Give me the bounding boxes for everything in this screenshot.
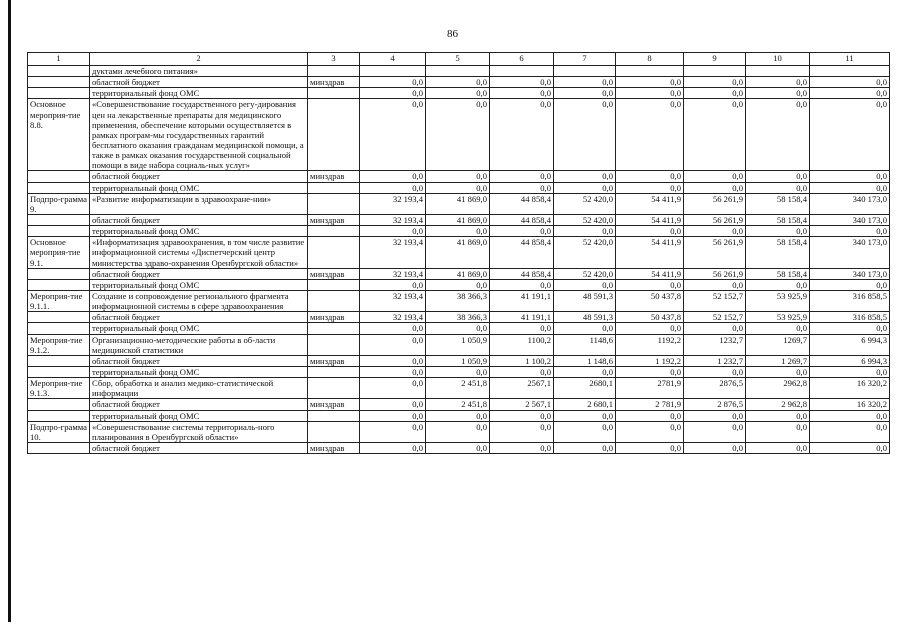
executor-cell xyxy=(308,366,360,377)
amount-cell: 0,0 xyxy=(810,421,890,442)
amount-cell: 0,0 xyxy=(360,410,426,421)
amount-cell: 0,0 xyxy=(554,88,616,99)
amount-cell: 0,0 xyxy=(360,355,426,366)
column-header: 11 xyxy=(810,53,890,66)
item-code-cell: Мероприя-тие 9.1.2. xyxy=(28,334,90,355)
executor-cell xyxy=(308,421,360,442)
amount-cell: 1269,7 xyxy=(746,334,810,355)
amount-cell: 0,0 xyxy=(746,171,810,182)
amount-cell: 0,0 xyxy=(490,77,554,88)
amount-cell: 1 232,7 xyxy=(684,355,746,366)
amount-cell: 0,0 xyxy=(616,442,684,453)
item-code-cell xyxy=(28,312,90,323)
item-name-cell: дуктами лечебного питания» xyxy=(90,66,308,77)
amount-cell: 1 050,9 xyxy=(426,355,490,366)
amount-cell: 0,0 xyxy=(616,323,684,334)
amount-cell: 340 173,0 xyxy=(810,214,890,225)
amount-cell: 0,0 xyxy=(810,171,890,182)
amount-cell: 0,0 xyxy=(616,226,684,237)
item-code-cell xyxy=(28,171,90,182)
amount-cell: 0,0 xyxy=(554,421,616,442)
table-row xyxy=(28,399,890,410)
amount-cell: 0,0 xyxy=(360,99,426,171)
amount-cell: 44 858,4 xyxy=(490,193,554,214)
amount-cell: 44 858,4 xyxy=(490,237,554,268)
amount-cell: 0,0 xyxy=(810,77,890,88)
amount-cell: 0,0 xyxy=(810,88,890,99)
amount-cell: 0,0 xyxy=(746,77,810,88)
executor-cell: минздрав xyxy=(308,312,360,323)
executor-cell: минздрав xyxy=(308,214,360,225)
amount-cell: 56 261,9 xyxy=(684,214,746,225)
amount-cell: 32 193,4 xyxy=(360,268,426,279)
item-name-cell: областной бюджет xyxy=(90,268,308,279)
amount-cell xyxy=(426,66,490,77)
amount-cell: 0,0 xyxy=(360,421,426,442)
column-header: 6 xyxy=(490,53,554,66)
amount-cell: 1 192,2 xyxy=(616,355,684,366)
item-code-cell xyxy=(28,77,90,88)
executor-cell xyxy=(308,237,360,268)
amount-cell: 2 680,1 xyxy=(554,399,616,410)
amount-cell: 0,0 xyxy=(810,442,890,453)
table-row xyxy=(28,355,890,366)
amount-cell: 32 193,4 xyxy=(360,193,426,214)
amount-cell: 0,0 xyxy=(684,366,746,377)
amount-cell: 0,0 xyxy=(490,279,554,290)
amount-cell: 41 869,0 xyxy=(426,214,490,225)
table-row xyxy=(28,268,890,279)
amount-cell: 0,0 xyxy=(684,88,746,99)
amount-cell: 0,0 xyxy=(554,99,616,171)
amount-cell: 58 158,4 xyxy=(746,214,810,225)
amount-cell: 0,0 xyxy=(426,171,490,182)
executor-cell: минздрав xyxy=(308,355,360,366)
amount-cell: 52 420,0 xyxy=(554,193,616,214)
amount-cell: 0,0 xyxy=(684,182,746,193)
amount-cell: 1 148,6 xyxy=(554,355,616,366)
amount-cell: 0,0 xyxy=(426,99,490,171)
amount-cell: 0,0 xyxy=(490,99,554,171)
amount-cell: 44 858,4 xyxy=(490,268,554,279)
table-row xyxy=(28,237,890,268)
item-code-cell: Мероприя-тие 9.1.3. xyxy=(28,378,90,399)
amount-cell: 0,0 xyxy=(616,421,684,442)
executor-cell xyxy=(308,334,360,355)
amount-cell: 0,0 xyxy=(360,323,426,334)
amount-cell: 0,0 xyxy=(360,226,426,237)
table-row xyxy=(28,366,890,377)
amount-cell: 0,0 xyxy=(360,77,426,88)
table-row xyxy=(28,442,890,453)
table-row xyxy=(28,279,890,290)
amount-cell: 54 411,9 xyxy=(616,268,684,279)
amount-cell: 0,0 xyxy=(746,279,810,290)
amount-cell: 1100,2 xyxy=(490,334,554,355)
amount-cell: 1232,7 xyxy=(684,334,746,355)
item-name-cell: территориальный фонд ОМС xyxy=(90,182,308,193)
item-name-cell: областной бюджет xyxy=(90,171,308,182)
executor-cell xyxy=(308,226,360,237)
amount-cell: 0,0 xyxy=(684,323,746,334)
amount-cell: 6 994,3 xyxy=(810,355,890,366)
amount-cell: 2680,1 xyxy=(554,378,616,399)
amount-cell: 0,0 xyxy=(360,442,426,453)
amount-cell: 0,0 xyxy=(554,77,616,88)
executor-cell xyxy=(308,182,360,193)
amount-cell: 0,0 xyxy=(360,182,426,193)
table-row xyxy=(28,312,890,323)
table-row xyxy=(28,214,890,225)
table-row xyxy=(28,290,890,311)
amount-cell: 0,0 xyxy=(360,399,426,410)
amount-cell: 0,0 xyxy=(426,279,490,290)
amount-cell: 32 193,4 xyxy=(360,290,426,311)
amount-cell: 0,0 xyxy=(554,182,616,193)
amount-cell: 0,0 xyxy=(490,226,554,237)
amount-cell: 316 858,5 xyxy=(810,312,890,323)
amount-cell: 54 411,9 xyxy=(616,237,684,268)
amount-cell: 58 158,4 xyxy=(746,193,810,214)
amount-cell: 2 451,8 xyxy=(426,378,490,399)
item-name-cell: территориальный фонд ОМС xyxy=(90,226,308,237)
column-header: 10 xyxy=(746,53,810,66)
item-code-cell xyxy=(28,399,90,410)
amount-cell: 0,0 xyxy=(746,366,810,377)
item-code-cell: Основное мероприя-тие 9.1. xyxy=(28,237,90,268)
amount-cell: 32 193,4 xyxy=(360,312,426,323)
amount-cell: 0,0 xyxy=(684,226,746,237)
amount-cell: 0,0 xyxy=(554,279,616,290)
amount-cell: 0,0 xyxy=(746,323,810,334)
amount-cell: 52 420,0 xyxy=(554,268,616,279)
amount-cell: 0,0 xyxy=(684,279,746,290)
item-code-cell xyxy=(28,366,90,377)
item-code-cell xyxy=(28,66,90,77)
amount-cell: 2 876,5 xyxy=(684,399,746,410)
table-row xyxy=(28,99,890,171)
amount-cell xyxy=(616,66,684,77)
column-number-row xyxy=(28,53,890,66)
amount-cell: 0,0 xyxy=(554,410,616,421)
amount-cell xyxy=(360,66,426,77)
amount-cell: 340 173,0 xyxy=(810,237,890,268)
amount-cell: 0,0 xyxy=(490,323,554,334)
amount-cell: 0,0 xyxy=(360,171,426,182)
item-name-cell: областной бюджет xyxy=(90,77,308,88)
item-name-cell: территориальный фонд ОМС xyxy=(90,410,308,421)
amount-cell: 32 193,4 xyxy=(360,237,426,268)
item-name-cell: территориальный фонд ОМС xyxy=(90,88,308,99)
amount-cell xyxy=(746,66,810,77)
item-code-cell xyxy=(28,323,90,334)
amount-cell: 0,0 xyxy=(426,226,490,237)
amount-cell: 0,0 xyxy=(426,421,490,442)
amount-cell: 0,0 xyxy=(554,171,616,182)
amount-cell: 0,0 xyxy=(360,88,426,99)
amount-cell: 50 437,8 xyxy=(616,312,684,323)
item-name-cell: областной бюджет xyxy=(90,355,308,366)
amount-cell: 0,0 xyxy=(554,366,616,377)
amount-cell: 0,0 xyxy=(426,366,490,377)
amount-cell: 0,0 xyxy=(810,279,890,290)
amount-cell: 41 869,0 xyxy=(426,193,490,214)
amount-cell: 0,0 xyxy=(810,323,890,334)
amount-cell: 58 158,4 xyxy=(746,268,810,279)
amount-cell: 0,0 xyxy=(684,442,746,453)
amount-cell: 0,0 xyxy=(810,410,890,421)
item-name-cell: Организационно-методические работы в об-ласти медицинской статистики xyxy=(90,334,308,355)
amount-cell: 2 962,8 xyxy=(746,399,810,410)
amount-cell: 0,0 xyxy=(616,88,684,99)
amount-cell: 1 100,2 xyxy=(490,355,554,366)
item-name-cell: территориальный фонд ОМС xyxy=(90,323,308,334)
amount-cell: 6 994,3 xyxy=(810,334,890,355)
amount-cell: 0,0 xyxy=(616,171,684,182)
amount-cell: 58 158,4 xyxy=(746,237,810,268)
item-name-cell: «Развитие информатизации в здравоохране-нии» xyxy=(90,193,308,214)
item-name-cell: областной бюджет xyxy=(90,399,308,410)
amount-cell: 52 152,7 xyxy=(684,312,746,323)
amount-cell: 0,0 xyxy=(426,77,490,88)
executor-cell xyxy=(308,88,360,99)
table-row xyxy=(28,182,890,193)
item-name-cell: «Совершенствование государственного регу-дирования цен на лекарственные препараты для медицинского применения, обеспечение которыми осуществляется в рамках програм-мы государственных гарантий бесплатного оказания гражданам медицинской помощи, а также в рамках оказания государственной социальной помощи в виде набора социаль-ных услуг» xyxy=(90,99,308,171)
item-code-cell: Подпро-грамма 10. xyxy=(28,421,90,442)
amount-cell: 0,0 xyxy=(684,77,746,88)
table-row xyxy=(28,410,890,421)
amount-cell: 0,0 xyxy=(554,226,616,237)
amount-cell: 56 261,9 xyxy=(684,268,746,279)
item-name-cell: Сбор, обработка и анализ медико-статистической информации xyxy=(90,378,308,399)
amount-cell: 0,0 xyxy=(490,410,554,421)
table-row xyxy=(28,323,890,334)
table-row xyxy=(28,378,890,399)
amount-cell: 0,0 xyxy=(360,334,426,355)
amount-cell: 38 366,3 xyxy=(426,312,490,323)
amount-cell: 0,0 xyxy=(554,323,616,334)
amount-cell: 16 320,2 xyxy=(810,399,890,410)
executor-cell xyxy=(308,279,360,290)
column-header: 2 xyxy=(90,53,308,66)
amount-cell: 52 420,0 xyxy=(554,214,616,225)
amount-cell: 52 420,0 xyxy=(554,237,616,268)
executor-cell xyxy=(308,323,360,334)
item-name-cell: «Совершенствование системы территориаль-ного планирования в Оренбургской области» xyxy=(90,421,308,442)
amount-cell: 0,0 xyxy=(490,182,554,193)
item-name-cell: областной бюджет xyxy=(90,312,308,323)
amount-cell: 0,0 xyxy=(746,226,810,237)
table-row xyxy=(28,193,890,214)
amount-cell: 0,0 xyxy=(616,279,684,290)
item-code-cell xyxy=(28,279,90,290)
amount-cell: 1 269,7 xyxy=(746,355,810,366)
column-header: 9 xyxy=(684,53,746,66)
amount-cell xyxy=(490,66,554,77)
executor-cell xyxy=(308,99,360,171)
column-header: 1 xyxy=(28,53,90,66)
item-code-cell xyxy=(28,182,90,193)
amount-cell: 0,0 xyxy=(554,442,616,453)
amount-cell: 340 173,0 xyxy=(810,268,890,279)
amount-cell: 0,0 xyxy=(490,88,554,99)
amount-cell: 54 411,9 xyxy=(616,193,684,214)
amount-cell: 16 320,2 xyxy=(810,378,890,399)
amount-cell: 0,0 xyxy=(490,366,554,377)
amount-cell: 2 567,1 xyxy=(490,399,554,410)
table-row xyxy=(28,88,890,99)
amount-cell: 0,0 xyxy=(684,171,746,182)
amount-cell: 0,0 xyxy=(490,442,554,453)
amount-cell: 0,0 xyxy=(810,182,890,193)
item-code-cell xyxy=(28,355,90,366)
item-code-cell: Подпро-грамма 9. xyxy=(28,193,90,214)
amount-cell: 2876,5 xyxy=(684,378,746,399)
executor-cell xyxy=(308,378,360,399)
item-name-cell: областной бюджет xyxy=(90,442,308,453)
amount-cell: 0,0 xyxy=(616,410,684,421)
column-header: 7 xyxy=(554,53,616,66)
amount-cell: 1192,2 xyxy=(616,334,684,355)
amount-cell: 48 591,3 xyxy=(554,290,616,311)
amount-cell: 0,0 xyxy=(426,182,490,193)
amount-cell: 56 261,9 xyxy=(684,193,746,214)
amount-cell: 0,0 xyxy=(746,442,810,453)
amount-cell: 2962,8 xyxy=(746,378,810,399)
amount-cell: 0,0 xyxy=(426,442,490,453)
amount-cell: 38 366,3 xyxy=(426,290,490,311)
executor-cell xyxy=(308,410,360,421)
item-code-cell xyxy=(28,442,90,453)
item-name-cell: Создание и сопровождение регионального фрагмента информационной системы в сфере здравоохранения xyxy=(90,290,308,311)
amount-cell: 0,0 xyxy=(616,366,684,377)
amount-cell: 0,0 xyxy=(746,182,810,193)
executor-cell: минздрав xyxy=(308,399,360,410)
amount-cell: 0,0 xyxy=(360,279,426,290)
amount-cell: 41 191,1 xyxy=(490,312,554,323)
amount-cell: 0,0 xyxy=(426,88,490,99)
amount-cell: 0,0 xyxy=(810,99,890,171)
amount-cell: 0,0 xyxy=(616,182,684,193)
item-name-cell: территориальный фонд ОМС xyxy=(90,366,308,377)
amount-cell: 52 152,7 xyxy=(684,290,746,311)
amount-cell: 2781,9 xyxy=(616,378,684,399)
amount-cell: 53 925,9 xyxy=(746,312,810,323)
amount-cell xyxy=(810,66,890,77)
amount-cell: 50 437,8 xyxy=(616,290,684,311)
amount-cell: 0,0 xyxy=(810,226,890,237)
amount-cell xyxy=(554,66,616,77)
executor-cell: минздрав xyxy=(308,171,360,182)
amount-cell: 1148,6 xyxy=(554,334,616,355)
budget-table xyxy=(27,52,890,454)
amount-cell: 32 193,4 xyxy=(360,214,426,225)
item-name-cell: областной бюджет xyxy=(90,214,308,225)
amount-cell: 0,0 xyxy=(746,421,810,442)
item-name-cell: «Информатизация здравоохранения, в том числе развитие информационной системы «Диспетчерский центр министерства здраво-охранения Оренбургской области» xyxy=(90,237,308,268)
item-code-cell xyxy=(28,410,90,421)
item-code-cell xyxy=(28,214,90,225)
amount-cell: 0,0 xyxy=(746,410,810,421)
column-header: 3 xyxy=(308,53,360,66)
binding-edge-line xyxy=(8,0,11,622)
amount-cell: 48 591,3 xyxy=(554,312,616,323)
amount-cell: 0,0 xyxy=(810,366,890,377)
item-code-cell xyxy=(28,88,90,99)
amount-cell: 0,0 xyxy=(490,421,554,442)
amount-cell: 44 858,4 xyxy=(490,214,554,225)
executor-cell xyxy=(308,66,360,77)
amount-cell: 0,0 xyxy=(616,99,684,171)
executor-cell xyxy=(308,290,360,311)
amount-cell: 41 869,0 xyxy=(426,237,490,268)
amount-cell: 0,0 xyxy=(684,99,746,171)
amount-cell: 0,0 xyxy=(426,410,490,421)
column-header: 8 xyxy=(616,53,684,66)
amount-cell: 0,0 xyxy=(746,99,810,171)
amount-cell: 56 261,9 xyxy=(684,237,746,268)
executor-cell: минздрав xyxy=(308,268,360,279)
amount-cell: 2 451,8 xyxy=(426,399,490,410)
executor-cell: минздрав xyxy=(308,442,360,453)
executor-cell: минздрав xyxy=(308,77,360,88)
table-row xyxy=(28,334,890,355)
amount-cell: 41 191,1 xyxy=(490,290,554,311)
page-number: 86 xyxy=(447,28,458,40)
amount-cell: 316 858,5 xyxy=(810,290,890,311)
item-code-cell: Мероприя-тие 9.1.1. xyxy=(28,290,90,311)
amount-cell: 0,0 xyxy=(684,410,746,421)
amount-cell: 0,0 xyxy=(684,421,746,442)
table-row xyxy=(28,66,890,77)
amount-cell: 2567,1 xyxy=(490,378,554,399)
item-code-cell xyxy=(28,268,90,279)
amount-cell: 0,0 xyxy=(616,77,684,88)
table-row xyxy=(28,421,890,442)
amount-cell: 2 781,9 xyxy=(616,399,684,410)
amount-cell: 41 869,0 xyxy=(426,268,490,279)
amount-cell: 1 050,9 xyxy=(426,334,490,355)
amount-cell: 0,0 xyxy=(360,378,426,399)
table-row xyxy=(28,171,890,182)
amount-cell xyxy=(684,66,746,77)
amount-cell: 340 173,0 xyxy=(810,193,890,214)
item-code-cell xyxy=(28,226,90,237)
amount-cell: 0,0 xyxy=(360,366,426,377)
amount-cell: 53 925,9 xyxy=(746,290,810,311)
table-row xyxy=(28,226,890,237)
item-name-cell: территориальный фонд ОМС xyxy=(90,279,308,290)
column-header: 5 xyxy=(426,53,490,66)
table-row xyxy=(28,77,890,88)
executor-cell xyxy=(308,193,360,214)
amount-cell: 0,0 xyxy=(746,88,810,99)
item-code-cell: Основное мероприя-тие 8.8. xyxy=(28,99,90,171)
amount-cell: 0,0 xyxy=(490,171,554,182)
amount-cell: 0,0 xyxy=(426,323,490,334)
amount-cell: 54 411,9 xyxy=(616,214,684,225)
column-header: 4 xyxy=(360,53,426,66)
